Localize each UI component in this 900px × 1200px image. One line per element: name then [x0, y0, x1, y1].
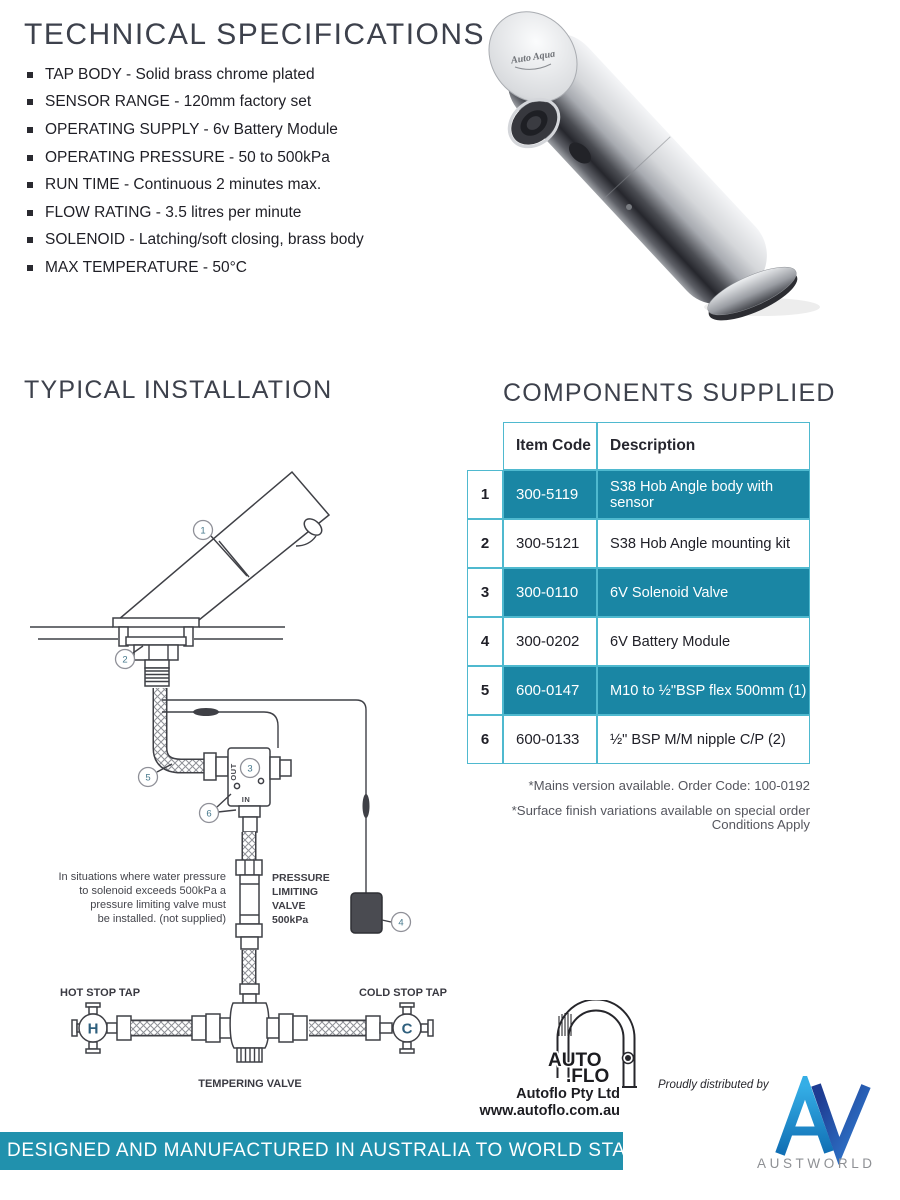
svg-text:2: 2: [122, 654, 128, 666]
footer-banner: [0, 1132, 697, 1170]
row-num: 5: [467, 666, 503, 715]
bullet-square-icon: [27, 182, 33, 188]
bullet-square-icon: [27, 265, 33, 271]
spec-item: [27, 144, 364, 172]
row-num: 6: [467, 715, 503, 764]
row-desc: 6V Solenoid Valve: [597, 568, 810, 617]
row-desc: S38 Hob Angle body with sensor: [597, 470, 810, 519]
note-conditions: Conditions Apply: [711, 817, 810, 832]
row-desc: 6V Battery Module: [597, 617, 810, 666]
battery-module: [351, 893, 382, 933]
installation-diagram: [10, 430, 460, 1100]
row-num: 4: [467, 617, 503, 666]
screw-dot: [626, 204, 632, 210]
cable-connector: [193, 708, 219, 716]
bullet-square-icon: [27, 210, 33, 216]
table-notes: [430, 779, 810, 833]
svg-text:PRESSURE: PRESSURE: [272, 872, 330, 884]
row-num: 2: [467, 519, 503, 568]
spec-item: [27, 116, 364, 144]
out-label: OUT: [229, 763, 238, 781]
spec-item: [27, 171, 364, 199]
spec-item: [27, 61, 364, 89]
spec-item-text: TAP BODY - Solid brass chrome plated: [45, 65, 315, 83]
company-block: [440, 1086, 620, 1119]
note-surface: *Surface finish variations available on special order: [511, 802, 810, 818]
cold-hose: [267, 1014, 392, 1042]
logo-flo-text: .FLO: [566, 1066, 610, 1087]
col-header-description: Description: [597, 422, 810, 470]
row-num: 1: [467, 470, 503, 519]
austworld-text: AUSTWORLD: [757, 1156, 876, 1171]
svg-text:to solenoid exceeds 500kPa a: to solenoid exceeds 500kPa a: [79, 885, 226, 897]
callout-5: [139, 764, 173, 787]
spec-item-text: OPERATING PRESSURE - 50 to 500kPa: [45, 148, 330, 166]
cold-stop-tap-label: COLD STOP TAP: [358, 987, 447, 999]
plv-assembly: [236, 806, 262, 988]
bullet-square-icon: [27, 127, 33, 133]
spec-list: [27, 61, 364, 282]
callout-4: [382, 913, 411, 932]
svg-text:3: 3: [247, 763, 253, 775]
hot-stop-tap-label: HOT STOP TAP: [60, 987, 141, 999]
plv-label: [272, 872, 330, 926]
autoflo-logo: [545, 1000, 655, 1088]
bullet-square-icon: [27, 237, 33, 243]
spec-item-text: SOLENOID - Latching/soft closing, brass body: [45, 231, 364, 249]
svg-text:1: 1: [200, 525, 206, 537]
hot-hose: [131, 1014, 232, 1042]
company-name: Autoflo Pty Ltd: [516, 1086, 620, 1102]
pipe-foot: [622, 1086, 637, 1088]
svg-text:VALVE: VALVE: [272, 900, 306, 912]
tap-outline: [113, 472, 329, 686]
bullet-square-icon: [27, 155, 33, 161]
svg-text:pressure limiting valve must: pressure limiting valve must: [90, 899, 226, 911]
row-desc: S38 Hob Angle mounting kit: [597, 519, 810, 568]
spec-item-text: MAX TEMPERATURE - 50°C: [45, 258, 247, 276]
in-label: IN: [241, 795, 251, 804]
table-corner: [467, 422, 503, 470]
svg-text:be installed. (not supplied): be installed. (not supplied): [97, 913, 226, 925]
svg-text:In situations where water pres: In situations where water pressure: [58, 871, 226, 883]
installation-title: TYPICAL INSTALLATION: [24, 376, 333, 404]
h-letter: H: [87, 1020, 99, 1038]
spec-item-text: SENSOR RANGE - 120mm factory set: [45, 93, 312, 111]
tempering-valve: [230, 984, 269, 1062]
row-desc: M10 to ½"BSP flex 500mm (1): [597, 666, 810, 715]
pressure-note: [58, 871, 226, 925]
row-desc: ½" BSP M/M nipple C/P (2): [597, 715, 810, 764]
hot-stop-tap: [72, 1003, 131, 1053]
company-website[interactable]: www.autoflo.com.au: [479, 1102, 620, 1119]
svg-text:5: 5: [145, 772, 151, 784]
row-code: 600-0147: [503, 666, 597, 715]
col-header-item-code: Item Code: [503, 422, 597, 470]
spec-item: [27, 89, 364, 117]
brand-text: Auto Aqua: [510, 48, 556, 67]
cable-connector: [363, 794, 370, 818]
tempering-valve-label: TEMPERING VALVE: [198, 1078, 302, 1090]
cold-stop-tap: [393, 1003, 433, 1053]
row-code: 300-0202: [503, 617, 597, 666]
spec-item-text: FLOW RATING - 3.5 litres per minute: [45, 203, 302, 221]
note-mains: *Mains version available. Order Code: 100-0192: [528, 778, 810, 793]
product-photo: [468, 2, 900, 328]
logo-auto-text: AUTO: [548, 1050, 602, 1071]
row-code: 300-0110: [503, 568, 597, 617]
spec-item-text: RUN TIME - Continuous 2 minutes max.: [45, 176, 322, 194]
c-letter: C: [401, 1020, 413, 1038]
row-num: 3: [467, 568, 503, 617]
row-code: 300-5119: [503, 470, 597, 519]
spec-item-text: OPERATING SUPPLY - 6v Battery Module: [45, 120, 338, 138]
banner-text: DESIGNED AND MANUFACTURED IN AUSTRALIA TO WORLD STANDARD: [7, 1140, 697, 1161]
callout-3: [241, 759, 260, 778]
bullet-square-icon: [27, 72, 33, 78]
svg-text:4: 4: [398, 917, 404, 929]
spec-item: [27, 199, 364, 227]
components-title: COMPONENTS SUPPLIED: [503, 379, 836, 407]
svg-text:6: 6: [206, 808, 212, 820]
svg-text:LIMITING: LIMITING: [272, 886, 319, 898]
bullet-square-icon: [27, 99, 33, 105]
row-code: 600-0133: [503, 715, 597, 764]
spec-item: [27, 254, 364, 282]
austworld-logo: [752, 1076, 882, 1176]
svg-text:500kPa: 500kPa: [272, 914, 309, 926]
components-table: [467, 422, 810, 764]
row-code: 300-5121: [503, 519, 597, 568]
tech-specs-title: TECHNICAL SPECIFICATIONS: [24, 18, 486, 51]
distributed-by: Proudly distributed by: [658, 1079, 769, 1091]
spec-item: [27, 227, 364, 255]
